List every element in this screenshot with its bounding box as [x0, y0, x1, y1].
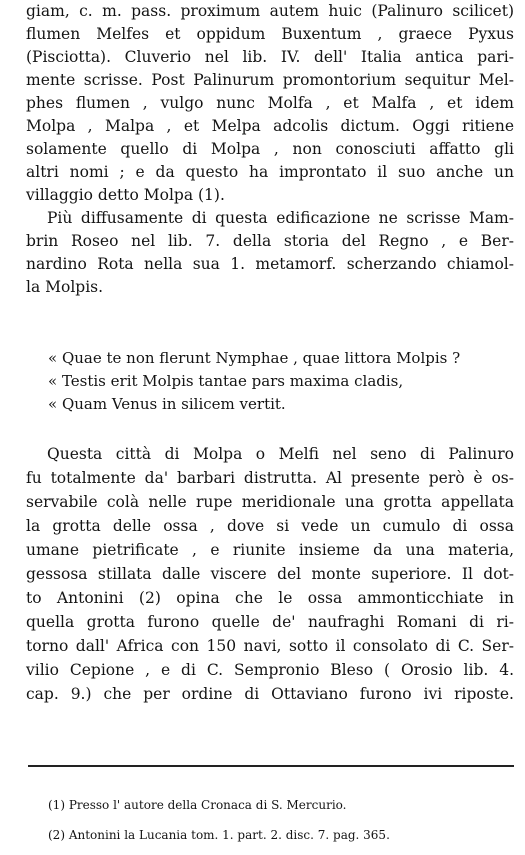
- text-line: servabile colà nelle rupe meridionale una grotta appellata: [26, 493, 514, 511]
- text-line: (Pisciotta). Cluverio nel lib. IV. dell' Italia antica pari-: [26, 48, 514, 66]
- text-line: umane pietrificate , e riunite insieme da una materia,: [26, 541, 514, 559]
- text-line: giam, c. m. pass. proximum autem huic (Palinuro scilicet): [26, 2, 514, 20]
- text-line: brin Roseo nel lib. 7. della storia del Regno , e Ber-: [26, 232, 514, 250]
- text-line: quella grotta furono quelle de' naufraghi Romani di ri-: [26, 613, 514, 631]
- text-line: fu totalmente da' barbari distrutta. Al presente però è os-: [26, 469, 514, 487]
- text-line: altri nomi ; e da questo ha improntato il suo anche un: [26, 163, 514, 181]
- text-line: Molpa , Malpa , et Melpa adcolis dictum. Oggi ritiene: [26, 117, 514, 135]
- verse-line: « Quam Venus in silicem vertit.: [48, 395, 286, 413]
- verse-line: « Testis erit Molpis tantae pars maxima cladis,: [48, 372, 404, 390]
- footnote-divider: [28, 765, 514, 767]
- text-line: torno dall' Africa con 150 navi, sotto il consolato di C. Ser-: [26, 637, 514, 655]
- text-line: villaggio detto Molpa (1).: [26, 186, 225, 204]
- text-line: vilio Cepione , e di C. Sempronio Bleso ( Orosio lib. 4.: [26, 661, 514, 679]
- text-line: phes flumen , vulgo nunc Molfa , et Malfa , et idem: [26, 94, 514, 112]
- verse-line: « Quae te non flerunt Nymphae , quae littora Molpis ?: [48, 349, 461, 367]
- text-line: cap. 9.) che per ordine di Ottaviano furono ivi riposte.: [26, 685, 514, 703]
- text-line: to Antonini (2) opina che le ossa ammonticchiate in: [26, 589, 514, 607]
- text-line: mente scrisse. Post Palinurum promontorium sequitur Mel-: [26, 71, 514, 89]
- text-line: flumen Melfes et oppidum Buxentum , graece Pyxus: [26, 25, 514, 43]
- text-line: Più diffusamente di questa edificazione ne scrisse Mam-: [47, 209, 514, 227]
- text-line: la Molpis.: [26, 278, 104, 296]
- footnote: (2) Antonini la Lucania tom. 1. part. 2. disc. 7. pag. 365.: [48, 828, 390, 842]
- text-line: solamente quello di Molpa , non conosciuti affatto gli: [26, 140, 514, 158]
- text-line: nardino Rota nella sua 1. metamorf. scherzando chiamol-: [26, 255, 514, 273]
- text-line: Questa città di Molpa o Melfi nel seno di Palinuro: [47, 445, 514, 463]
- text-line: la grotta delle ossa , dove si vede un cumulo di ossa: [26, 517, 514, 535]
- footnote: (1) Presso l' autore della Cronaca di S. Mercurio.: [48, 798, 347, 812]
- text-line: gessosa stillata dalle viscere del monte superiore. Il dot-: [26, 565, 514, 583]
